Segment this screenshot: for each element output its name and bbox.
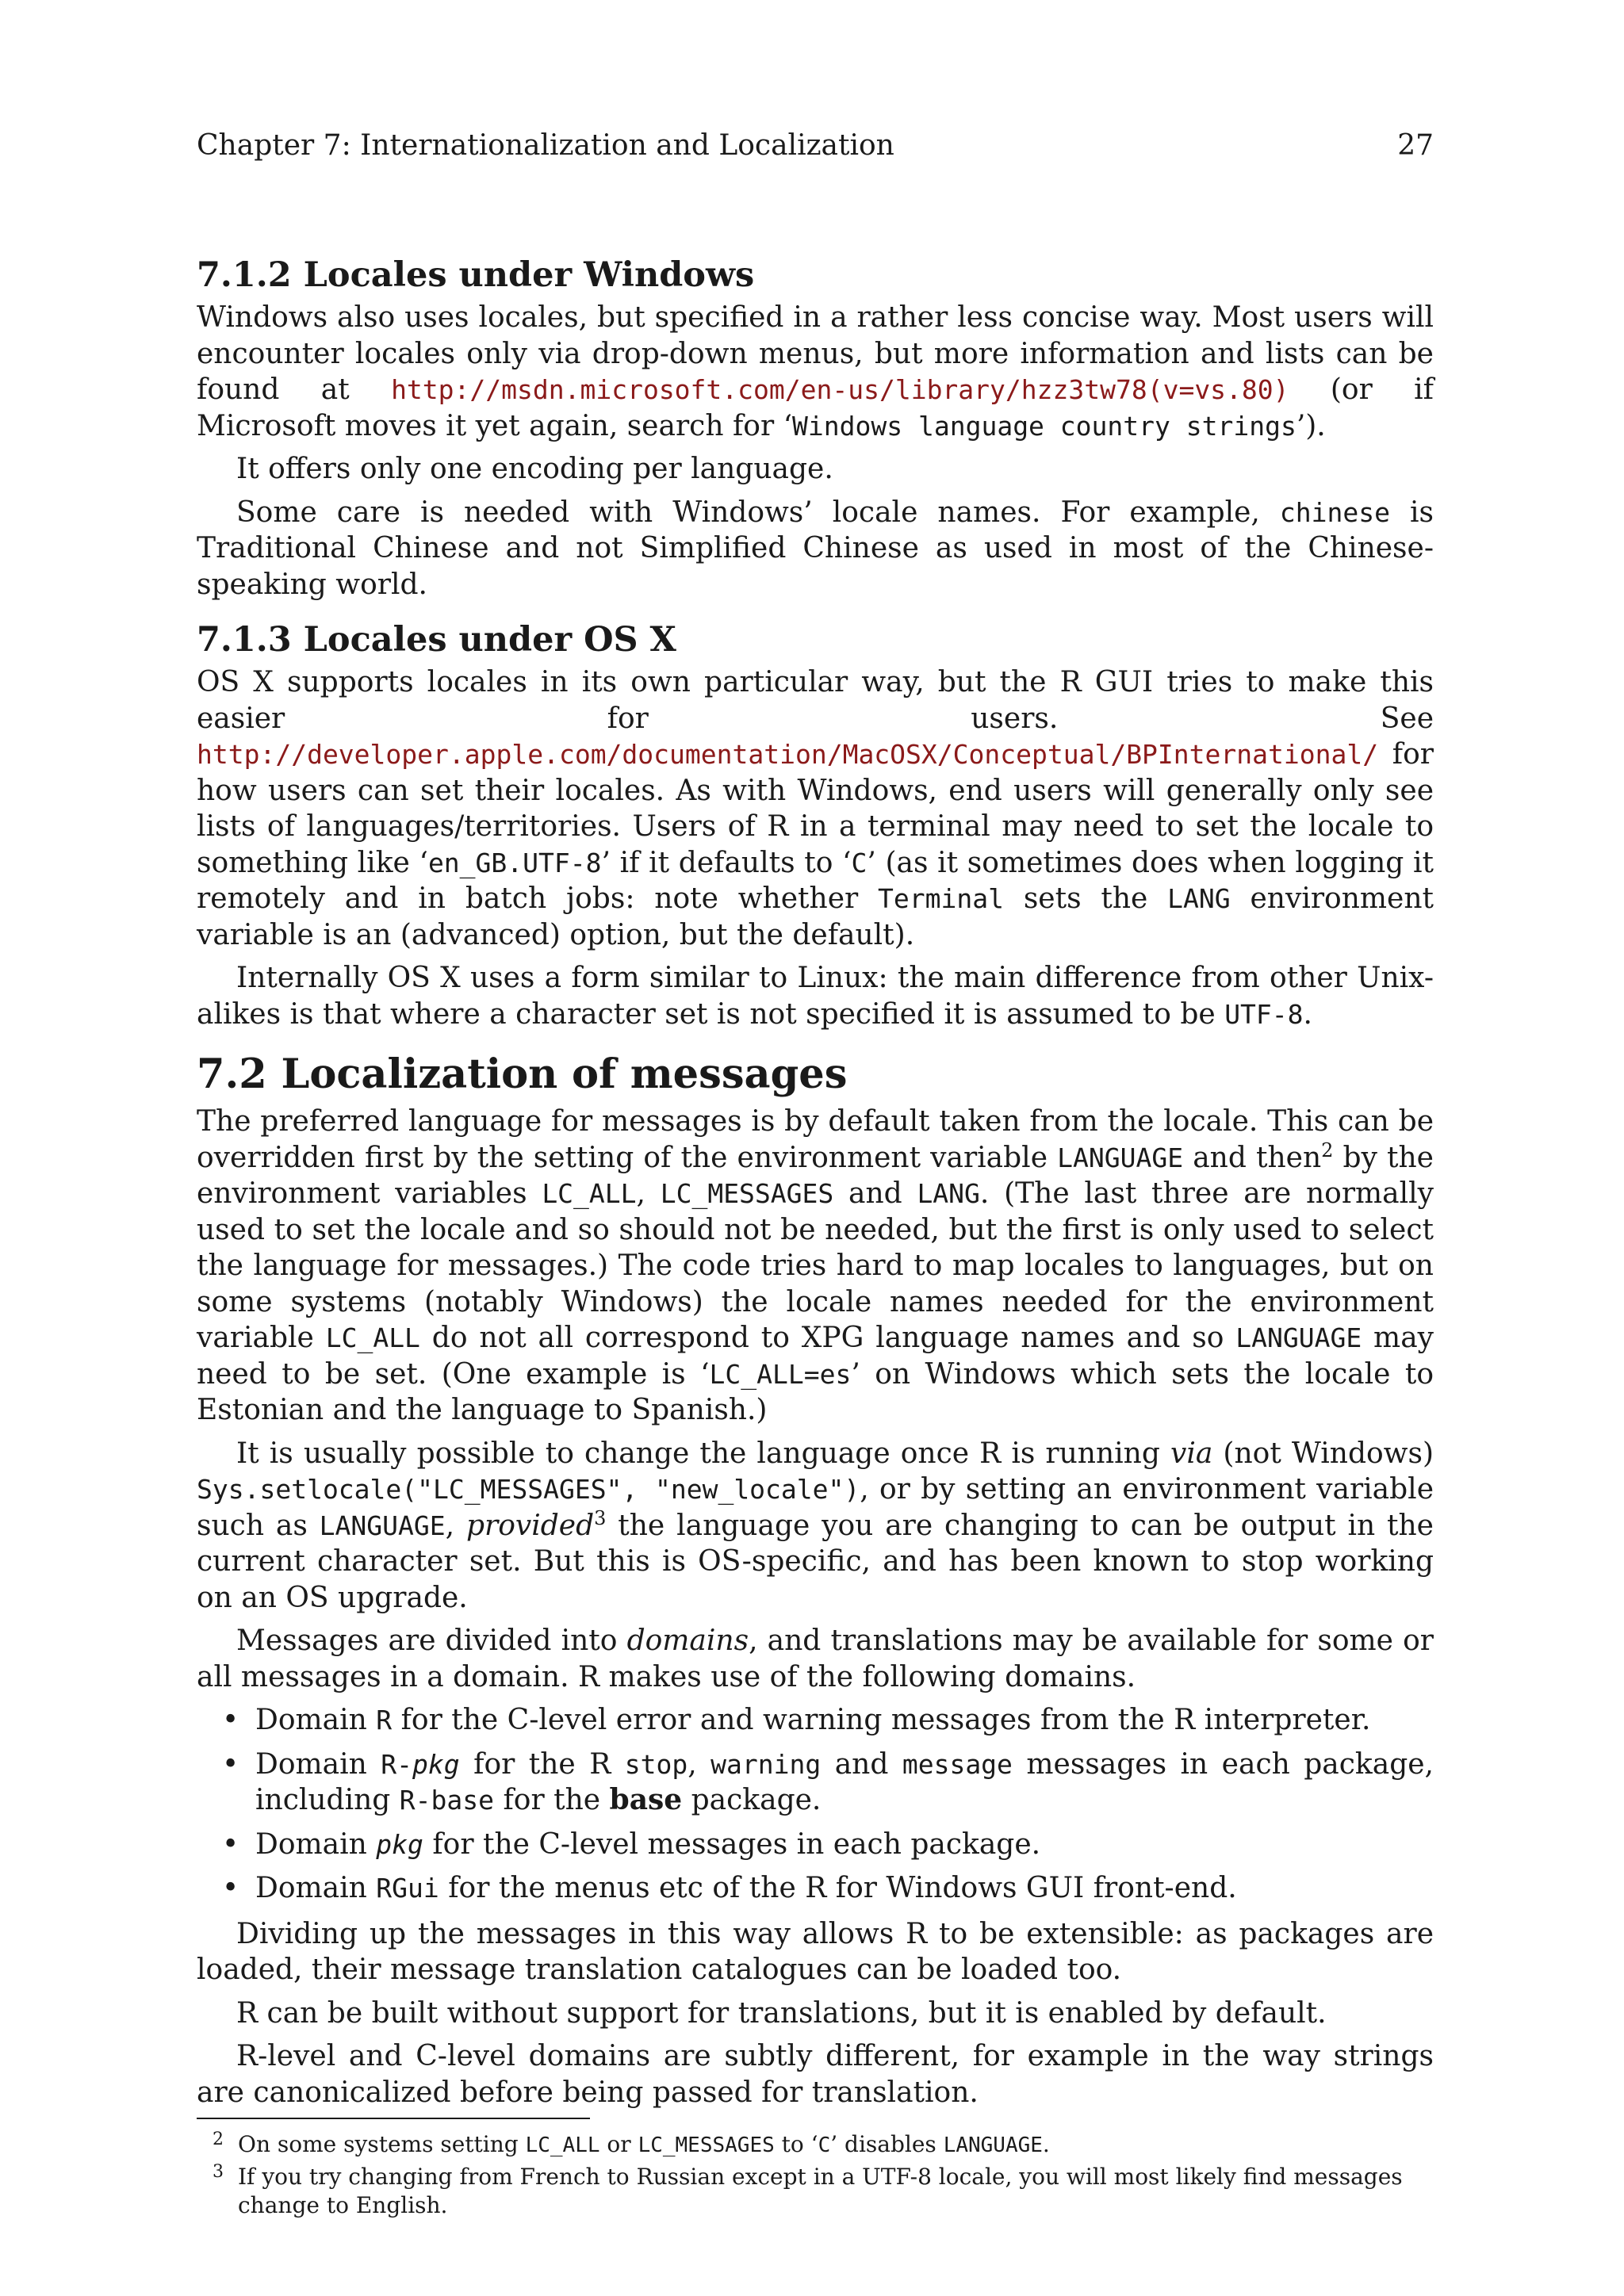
- footnotes: [197, 2130, 1434, 2220]
- page-number: 27: [1397, 129, 1434, 162]
- footnote-mark: 3: [213, 2162, 224, 2182]
- list-item: • Domain R-pkg for the R stop, warning and message messages in each package, including R-base for the base package.: [222, 1747, 1434, 1816]
- inline-code: LC_ALL=es: [709, 1358, 852, 1390]
- list-item: • Domain RGui for the menus etc of the R for Windows GUI front-end.: [222, 1870, 1434, 1907]
- inline-code: LANGUAGE: [943, 2133, 1043, 2157]
- paragraph: It is usually possible to change the language once R is running via (not Windows) Sys.setlocale("LC_MESSAGES", "new_locale"), or by setting an environment variable such as LANGUAGE, provided$^3$ the language you are changing to can be output in the current character set. But this is OS-specific, and has been known to stop working on an OS upgrade.: [197, 1437, 1434, 1614]
- footnote-ref-3[interactable]: 3: [594, 1506, 607, 1529]
- inline-code: C: [851, 847, 868, 878]
- inline-code: LC_ALL: [542, 1178, 637, 1209]
- inline-code: RGui: [376, 1873, 439, 1904]
- inline-code: R-: [381, 1748, 413, 1780]
- bullet-icon: •: [222, 1872, 239, 1904]
- section-heading-7-2: 7.2 Localization of messages: [197, 1050, 848, 1098]
- bullet-icon: •: [222, 1704, 239, 1736]
- inline-code: message: [902, 1748, 1013, 1780]
- paragraph: OS X supports locales in its own particular way, but the R GUI tries to make this easier for users. See http://developer.apple.com/documentation/MacOSX/Conceptual/BPInternational/ for how users can set their locales. As with Windows, end users will generally only see lists of languages/territories. Users of R in a terminal may need to set the locale to something like ‘en_GB.UTF-8’ if it defaults to ‘C’ (as it sometimes does when logging it remotely and in batch jobs: note whether Terminal sets the LANG environment variable is an (advanced) option, but the default).: [197, 666, 1434, 951]
- paragraph: It offers only one encoding per language.: [236, 453, 833, 485]
- inline-code: LANG: [917, 1178, 980, 1209]
- list-item: • Domain pkg for the C-level messages in each package.: [222, 1827, 1434, 1863]
- inline-code: LC_MESSAGES: [660, 1178, 834, 1209]
- paragraph: Dividing up the messages in this way allows R to be extensible: as packages are loaded, their message translation catalogues can be loaded too.: [197, 1917, 1434, 1986]
- paragraph: R can be built without support for translations, but it is enabled by default.: [236, 1996, 1327, 2030]
- inline-code: en_GB.UTF-8: [427, 847, 602, 878]
- inline-code: R: [376, 1705, 393, 1735]
- footnote-ref-2[interactable]: 2: [1321, 1138, 1334, 1161]
- bullet-icon: •: [222, 1827, 239, 1861]
- footnote-divider: [197, 2118, 590, 2119]
- list-item: • Domain R for the C-level error and warning messages from the R interpreter.: [222, 1702, 1434, 1739]
- inline-code: R-base: [399, 1785, 495, 1816]
- inline-code: Windows language country strings: [792, 410, 1297, 442]
- chapter-title: Chapter 7: Internationalization and Localization: [197, 129, 894, 162]
- inline-code: chinese: [1279, 496, 1390, 528]
- domain-list: [197, 1702, 1434, 1907]
- inline-code: Sys.setlocale("LC_MESSAGES", "new_locale"): [197, 1474, 860, 1505]
- bullet-icon: •: [222, 1747, 239, 1781]
- section-heading-7-1-3: 7.1.3 Locales under OS X: [197, 620, 676, 660]
- section-heading-7-1-2: 7.1.2 Locales under Windows: [197, 255, 755, 295]
- inline-code: C: [818, 2133, 831, 2157]
- inline-code: LC_ALL: [325, 1322, 420, 1353]
- inline-code: warning: [710, 1748, 822, 1780]
- inline-code: LANG: [1167, 883, 1231, 914]
- inline-code: pkg: [376, 1828, 423, 1860]
- inline-code: LC_MESSAGES: [638, 2133, 775, 2157]
- paragraph: Internally OS X uses a form similar to Linux: the main difference from other Unix-alikes is that where a character set is not specified it is assumed to be UTF-8.: [197, 962, 1434, 1031]
- inline-code: stop: [624, 1748, 688, 1780]
- paragraph: Messages are divided into domains, and translations may be available for some or all messages in a domain. R makes use of the following domains.: [197, 1624, 1434, 1693]
- paragraph: R-level and C-level domains are subtly different, for example in the way strings are canonicalized before being passed for translation.: [197, 2040, 1434, 2109]
- paragraph: The preferred language for messages is by default taken from the locale. This can be overridden first by the setting of the environment variable LANGUAGE and then$^2$ by the environment variables LC_ALL, LC_MESSAGES and LANG. (The last three are normally used to set the locale and so should not be needed, but the first is only used to select the language for messages.) The code tries hard to map locales to languages, but on some systems (notably Windows) the locale names needed for the environment variable LC_ALL do not all correspond to XPG language names and so LANGUAGE may need to be set. (One example is ‘LC_ALL=es’ on Windows which sets the locale to Estonian and the language to Spanish.): [197, 1105, 1434, 1426]
- page-body: [197, 254, 1434, 2220]
- inline-code: Terminal: [878, 883, 1004, 914]
- inline-code: LC_ALL: [525, 2133, 600, 2157]
- inline-code: LANGUAGE: [1057, 1142, 1184, 1173]
- footnote-3: 3 If you try changing from French to Russian except in a UTF-8 locale, you will most likely find messages change to English.: [197, 2163, 1434, 2220]
- footnote-mark: 2: [213, 2130, 224, 2149]
- inline-code: pkg: [412, 1748, 460, 1780]
- footnote-2: 2 On some systems setting LC_ALL or LC_MESSAGES to ‘C’ disables LANGUAGE.: [197, 2130, 1434, 2160]
- inline-code: LANGUAGE: [319, 1510, 446, 1541]
- paragraph: Windows also uses locales, but specified in a rather less concise way. Most users will encounter locales only via drop-down menus, but more information and lists can be found at http://msdn.microsoft.com/en-us/library/hzz3tw78(v=vs.80) (or if Microsoft moves it yet again, search for ‘Windows language country strings’).: [197, 301, 1434, 442]
- running-header: [197, 128, 1434, 163]
- apple-developer-link[interactable]: http://developer.apple.com/documentation/MacOSX/Conceptual/BPInternational/: [197, 739, 1379, 770]
- inline-code: UTF-8: [1224, 998, 1304, 1030]
- msdn-link[interactable]: http://msdn.microsoft.com/en-us/library/hzz3tw78(v=vs.80): [391, 374, 1289, 405]
- paragraph: Some care is needed with Windows’ locale names. For example, chinese is Traditional Chinese and not Simplified Chinese as used in most of the Chinese-speaking world.: [197, 496, 1434, 601]
- inline-code: LANGUAGE: [1235, 1322, 1362, 1353]
